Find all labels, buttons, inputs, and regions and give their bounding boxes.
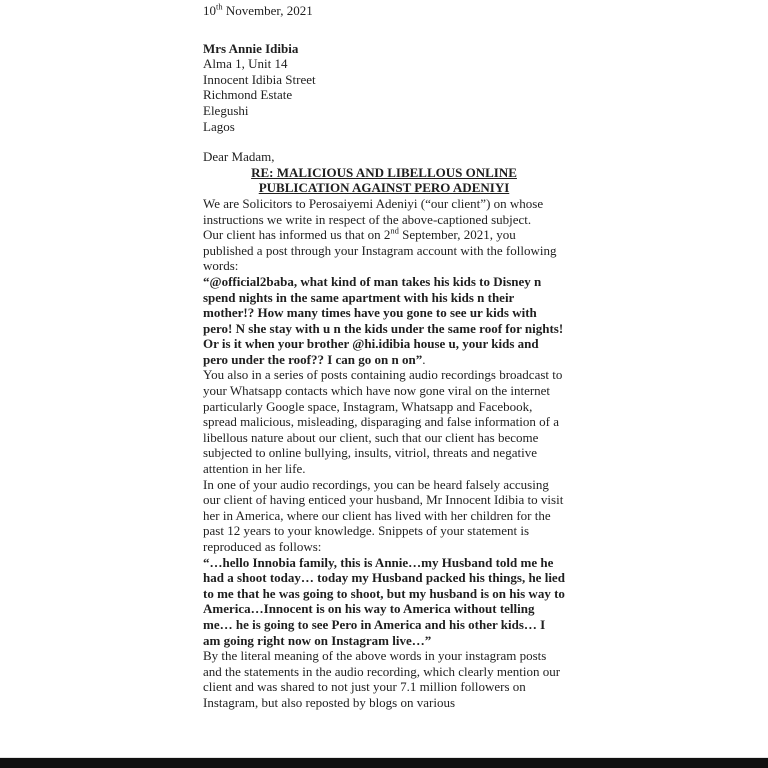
subject-heading <box>203 165 565 196</box>
letter-body <box>203 196 565 711</box>
address-line: Richmond Estate <box>203 87 293 103</box>
address-line: Innocent Idibia Street <box>203 71 316 87</box>
salutation: Dear Madam, <box>203 149 275 165</box>
letter-date <box>203 3 565 19</box>
body-paragraph: Our client has informed us that on 2nd September, 2021, you published a post through your Instagram account with the following words: <box>203 225 557 274</box>
subject-line: PUBLICATION AGAINST PERO ADENIYI <box>258 180 510 196</box>
body-paragraph: We are Solicitors to Perosaiyemi Adeniyi (“our client”) on whose instructions we write in respect of the above-captioned subject. <box>203 195 544 227</box>
address-line: Lagos <box>203 118 235 134</box>
subject-line: RE: MALICIOUS AND LIBELLOUS ONLINE <box>251 164 517 180</box>
recipient-address <box>203 56 565 134</box>
recipient-name: Mrs Annie Idibia <box>203 40 299 56</box>
body-paragraph: You also in a series of posts containing audio recordings broadcast to your Whatsapp contacts which have now gone viral on the internet particularly Google space, Instagram, Whatsapp and Facebook, spread malicious, misleading, disparaging and false information of a libellous nature about our client, such that our client has become subjected to online bullying, insults, vitriol, threats and negative attention in her life. <box>203 367 563 477</box>
body-paragraph: By the literal meaning of the above words in your instagram posts and the statements in the audio recording, which clearly mention our client and was shared to not just your 7.1 million followers on Instagram, but also reposted by blogs on various <box>203 648 561 710</box>
address-line: Elegushi <box>203 102 249 118</box>
letter-page <box>203 3 565 711</box>
date-ordinal: th <box>216 1 223 12</box>
recipient-block <box>203 41 565 135</box>
date-day: 10 <box>203 3 216 18</box>
body-paragraph: In one of your audio recordings, you can be heard falsely accusing our client of having enticed your husband, Mr Innocent Idibia to visit her in America, where our client has lived with her children for the past 12 years to your knowledge. Snippets of your statement is reproduced as follows: <box>203 476 564 554</box>
date-rest: November, 2021 <box>222 3 313 18</box>
bottom-bar <box>0 758 768 768</box>
quoted-paragraph: “…hello Innobia family, this is Annie…my Husband told me he had a shoot today… today my Husband packed his things, he lied to me that he was going to shoot, but my husband is on his way to America…Innocent is on his way to America without telling me… he is going to see Pero in America and his other kids… I am going right now on Instagram live…” <box>203 554 565 648</box>
quoted-paragraph: “@official2baba, what kind of man takes his kids to Disney n spend nights in the same apartment with his kids n their mother!? How many times have you gone to see ur kids with pero! N she stay with u n the kids under the same roof for nights! Or is it when your brother @hi.idibia house u, your kids and pero under the roof?? I can go on n on”. <box>203 273 564 367</box>
address-line: Alma 1, Unit 14 <box>203 56 288 72</box>
